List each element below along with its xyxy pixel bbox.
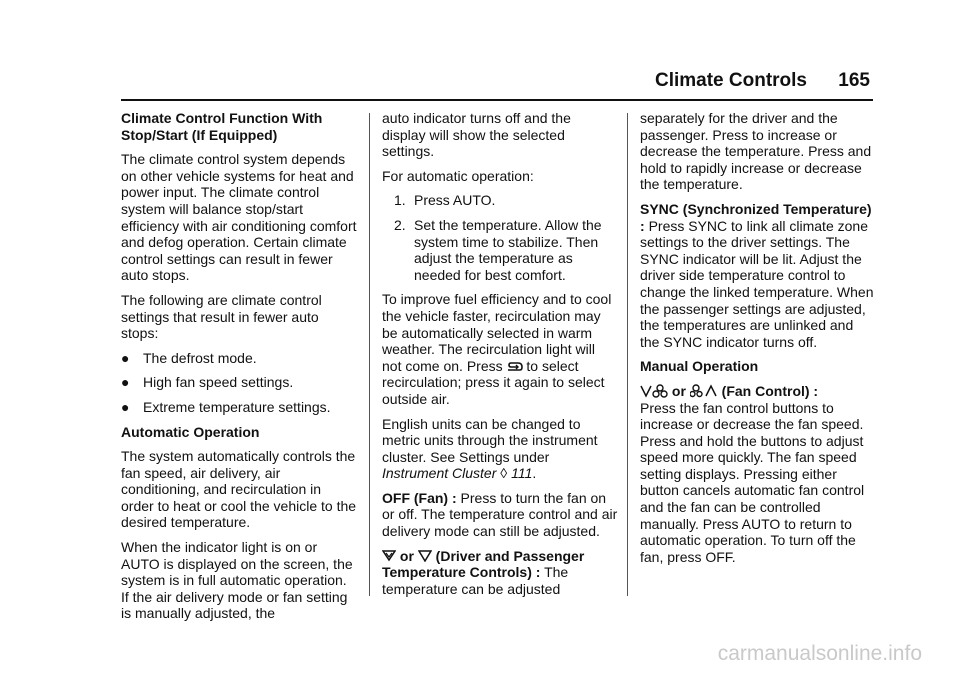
fan-text: Press the fan control buttons to increase or decrease the fan speed. Press and hold the buttons to adjust speed more quickly. The fan speed setting displays. Pressing either button cancels automatic fan control and the fan can be controlled manually. Press AUTO to return to automatic operation. To turn off the fan, press OFF.	[640, 399, 865, 565]
list-item	[382, 217, 618, 283]
temperature-or: or	[399, 547, 414, 564]
step-number: 2.	[394, 216, 406, 233]
column-divider-1	[369, 113, 370, 596]
temperature-label: (Driver and Passenger Temperature Controls) :	[382, 547, 585, 581]
list-item-text: The defrost mode.	[143, 349, 257, 366]
paragraph-sync	[640, 201, 876, 350]
paragraph: auto indicator turns off and the display will show the selected settings.	[382, 110, 571, 160]
paragraph: For automatic operation:	[382, 167, 534, 184]
step-text: Press AUTO.	[414, 192, 496, 209]
fan-down-icon	[640, 384, 668, 398]
step-text: Set the temperature. Allow the system time to stabilize. Then adjust the temperature as needed for best comfort.	[414, 216, 602, 283]
bullet-mark: ●	[121, 374, 130, 391]
temperature-text: The temperature can be adjusted	[382, 564, 569, 597]
units-text: English units can be changed to metric units through the instrument cluster. See Settings under	[382, 415, 598, 465]
bullet-mark: ●	[121, 398, 130, 415]
fan-or: or	[671, 382, 686, 399]
step-number: 1.	[394, 192, 406, 209]
recirculation-text-2: to select recirculation; press it again to select outside air.	[382, 357, 605, 407]
section-title: Climate Controls	[654, 70, 808, 91]
paragraph: The system automatically controls the fan speed, air delivery, air conditioning, and recirculation in order to heat or cool the vehicle to the desired temperature.	[121, 448, 357, 531]
page-number: 165	[838, 70, 870, 91]
heading-automatic-operation: Automatic Operation	[121, 423, 260, 440]
paragraph-recirculation	[382, 291, 618, 407]
bullet-mark: ●	[121, 349, 130, 366]
list-item-text: Extreme temperature settings.	[143, 398, 331, 415]
heading-manual-operation: Manual Operation	[640, 358, 759, 375]
list-item	[382, 192, 618, 209]
paragraph: The climate control system depends on other vehicle systems for heat and power input. The climate control system will balance stop/start efficiency with air conditioning comfort and defog operation. Certain climate control settings can result in fewer auto stops.	[121, 151, 357, 284]
column-2	[382, 110, 618, 605]
cross-reference: Instrument Cluster	[382, 465, 497, 482]
header-rule	[121, 99, 873, 101]
heading-stop-start: Climate Control Function With Stop/Start (If Equipped)	[121, 110, 323, 143]
off-fan-text: Press to turn the fan on or off. The temperature control and air delivery mode can still be adjusted.	[382, 489, 618, 540]
column-3	[640, 110, 876, 573]
fan-up-icon	[690, 384, 718, 398]
recirculation-text: To improve fuel efficiency and to cool the vehicle faster, recirculation may be automatically selected in warm weather. The recirculation light will not come on. Press	[382, 291, 612, 374]
off-fan-label: OFF (Fan) :	[382, 489, 457, 506]
list-item-text: High fan speed settings.	[143, 374, 294, 391]
paragraph-temperature	[382, 548, 618, 598]
paragraph-off-fan	[382, 490, 618, 540]
fan-label: (Fan Control) :	[721, 382, 819, 399]
paragraph: The following are climate control settings that result in fewer auto stops:	[121, 291, 322, 342]
reference-arrow: ◊	[500, 465, 508, 482]
temperature-down-icon	[418, 550, 432, 562]
list-item	[121, 350, 357, 367]
watermark: carmanualsonline.info	[717, 642, 922, 665]
temperature-up-icon	[382, 550, 396, 562]
paragraph: separately for the driver and the passenger. Press to increase or decrease the temperature. Press and hold to rapidly increase or decrease the temperature.	[640, 110, 872, 193]
page-header	[655, 70, 870, 92]
reference-page: 111	[511, 465, 533, 482]
paragraph-fan-control	[640, 383, 876, 566]
sync-label: SYNC (Synchronized Temperature) :	[640, 200, 872, 234]
paragraph: When the indicator light is on or AUTO is displayed on the screen, the system is in full automatic operation. If the air delivery mode or fan setting is manually adjusted, the	[121, 539, 353, 622]
paragraph-units: English units can be changed to metric units through the instrument cluster. See Settings under Instrument Cluster ◊ 111.	[382, 415, 598, 482]
column-1	[121, 110, 357, 630]
sync-text: Press SYNC to link all climate zone settings to the driver settings. The SYNC indicator will be lit. Adjust the driver side temperature control to change the linked temperature. When the passenger settings are adjusted, the temperatures are unlinked and the SYNC indicator turns off.	[640, 217, 874, 350]
list-item	[121, 374, 357, 391]
list-item	[121, 399, 357, 416]
column-divider-2	[627, 113, 628, 596]
recirculation-icon	[507, 361, 523, 372]
